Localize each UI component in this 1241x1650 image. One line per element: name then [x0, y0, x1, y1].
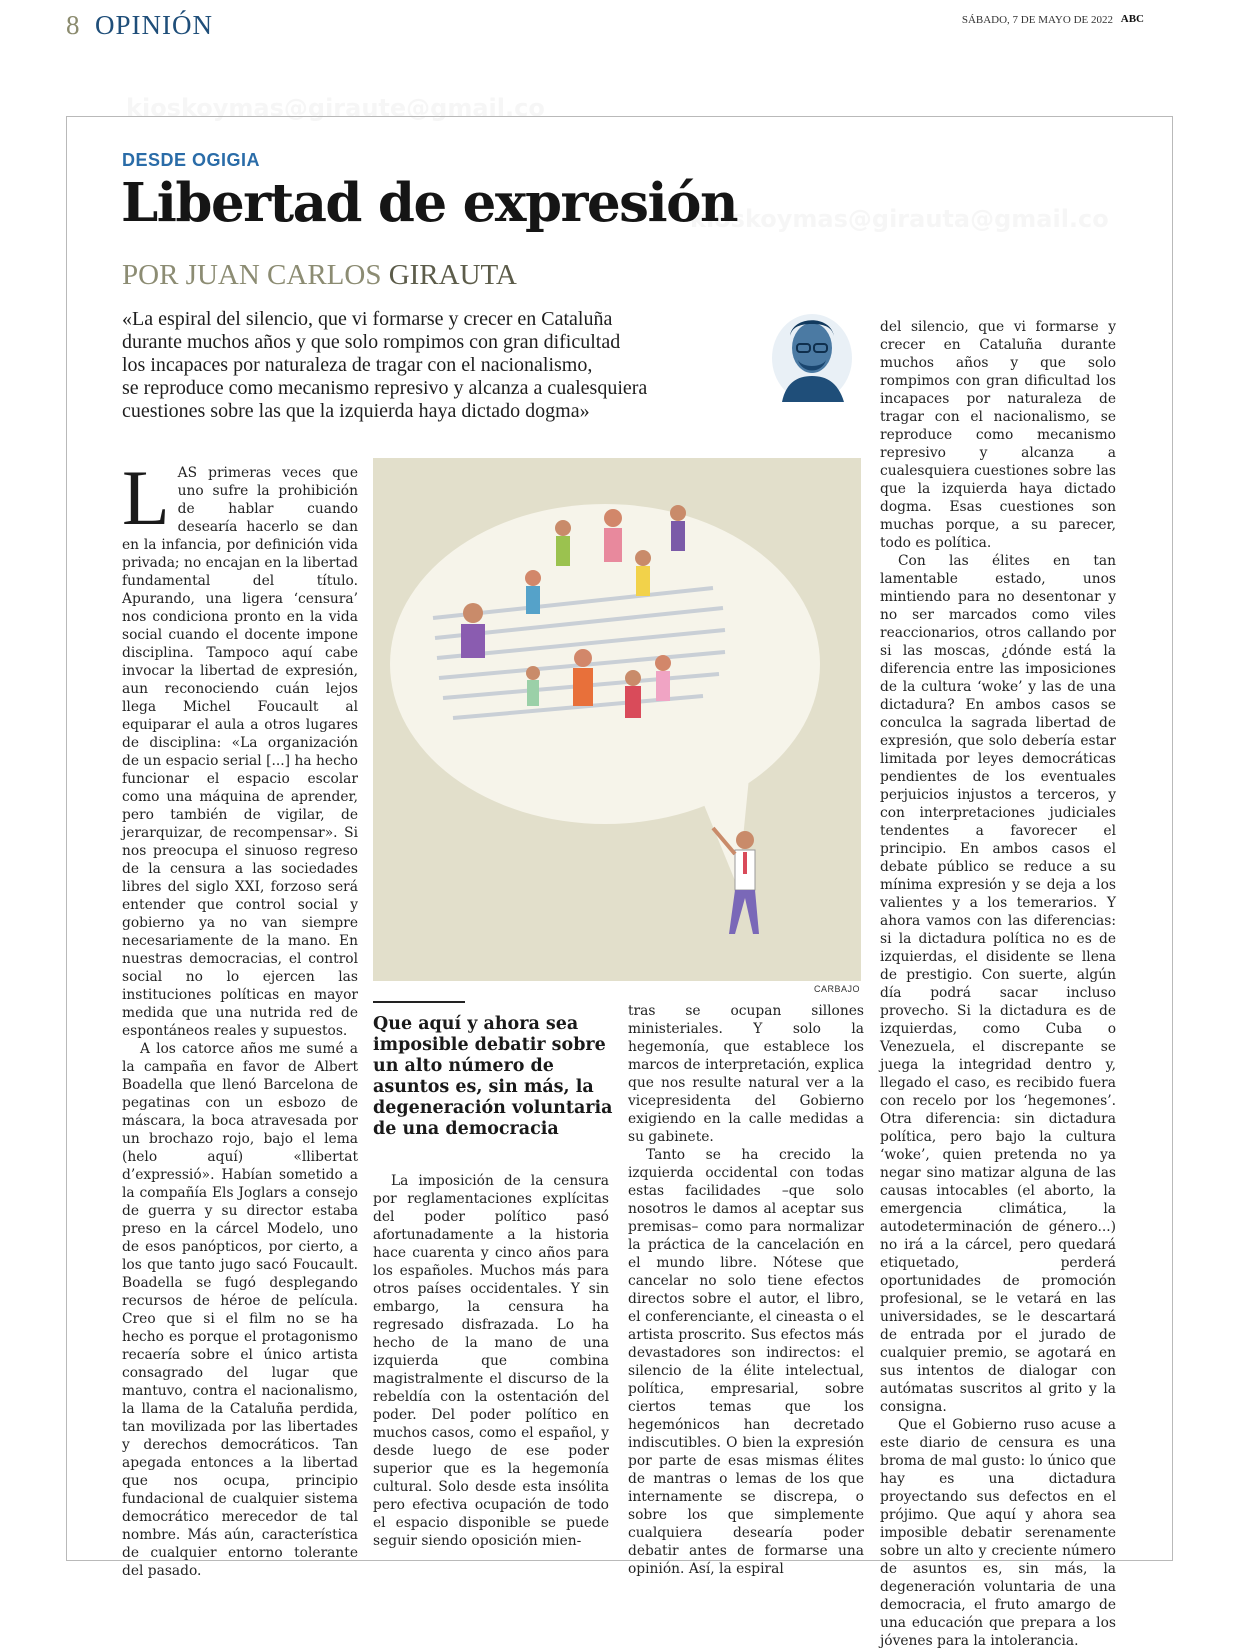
paragraph: del silencio, que vi formarse y crecer en Cataluña durante muchos años y que solo rompimos con gran dificultad los incapaces por naturaleza de tragar con el nacionalismo, se reproduce como mecanismo represivo y alcanza a cualesquiera cuestiones sobre las que la izquierda haya dictado dogma. Esas cuestiones son muchas porque, a su parecer, todo es política.: [880, 319, 1116, 551]
byline: [122, 259, 517, 292]
paragraph: Con las élites en tan lamentable estado, unos mintiendo para no desentonar y no ser marcados como viles reaccionarios, otros callando por si las moscas, ¿dónde está la diferencia entre las imposiciones de la cultura ‘woke’ y las de una dictadura? En ambos casos se conculca la sagrada libertad de expresión, que solo debería estar limitada por leyes democráticas pendientes de los eventuales perjuicios injustos a terceros, y con interpretaciones judiciales tendentes a favorecer el principio. En ambos casos el debate público se reduce a su mínima expresión y se deja a los valientes y a los temerarios. Y ahora vamos con las diferencias: si la dictadura política no es de izquierdas, el disidente se llena de prestigio. Con suerte, algún día podrá sacar incluso provecho. Si la dictadura es de izquierdas, como Cuba o Venezuela, el discrepante se juega la integridad dentro y, llegado el caso, es recibido fuera con recelo por los ‘hegemones’. Otra diferencia: sin dictadura política, pero bajo la cultura ‘woke’, quien pretenda no ya negar sino matizar alguna de las causas intocables (el aborto, la emergencia climática, la autodeterminación de género...) no irá a la cárcel, pero quedará etiquetado, perderá oportunidades de promoción profesional, se le vetará en las universidades, se le descartará de entrada por el jurado de cualquier premio, se agotará en sus intentos de dialogar con autómatas suscritos al grito y la consigna.: [880, 553, 1116, 1415]
dek-line: «La espiral del silencio, que vi formarse y crecer en Cataluña: [122, 308, 613, 330]
pull-quote: Que aquí y ahora sea imposible debatir sobre un alto número de asuntos es, sin más, la degeneración voluntaria de una democracia: [373, 1014, 613, 1139]
dek-line: los incapaces por naturaleza de tragar con el nacionalismo,: [122, 354, 593, 376]
paragraph: tras se ocupan sillones ministeriales. Y solo la hegemonía, que establece los marcos de interpretación, explica que nos resulte natural ver a la vicepresidenta del Gobierno exigiendo en la calle medidas a su gabinete.: [628, 1003, 864, 1145]
illustration-credit: CARBAJO: [814, 984, 861, 994]
dek-line: durante muchos años y que solo rompimos con gran dificultad: [122, 331, 621, 353]
dropcap: L: [122, 454, 170, 541]
watermark: kioskoymas@giraute@gmail.co: [126, 94, 545, 122]
paragraph: La imposición de la censura por reglamentaciones explícitas del poder político pasó afortunadamente a la historia hace cuarenta y cinco años para los españoles. Muchos más para otros países occidentales. Y sin embargo, la censura ha regresado disfrazada. Lo ha hecho de la mano de una izquierda que combina magistralmente el discurso de la rebeldía con la ostentación del poder. Del poder político en muchos casos, como el español, y desde luego de ese poder superior que es la hegemonía cultural. Solo desde esta insólita pero efectiva ocupación de todo el espacio disponible se puede seguir siendo oposición mien-: [373, 1173, 609, 1549]
article-column-1: [122, 454, 358, 1579]
dek-line: cuestiones sobre las que la izquierda haya dictado dogma»: [122, 400, 590, 422]
article-column-4: [880, 318, 1116, 1649]
page-number: 8: [66, 10, 80, 40]
pull-quote-rule: [373, 1001, 465, 1003]
paragraph: A los catorce años me sumé a la campaña en favor de Albert Boadella que llenó Barcelona de pegatinas con un esbozo de máscara, la boca atravesada por un brochazo rojo, bajo el lema (helo aquí) «llibertat d’expressió». Habían sometido a la compañía Els Joglars a consejo de guerra y su director estaba preso en la cárcel Modelo, uno de esos panópticos, por cierto, a los que tanto jugo sacó Foucault. Boadella se fugó desplegando recursos de héroe de película. Creo que si el film no se ha hecho es porque el protagonismo recaería sobre el único artista consagrado del lugar que mantuvo, contra el nacionalismo, la llama de la Cataluña perdida, tan movilizada por las libertades y derechos democráticos. Tan apegada entonces a la libertad que nos ocupa, principio fundacional de cualquier sistema democrático merecedor de tal nombre. Más aún, característica de cualquier entorno tolerante del pasado.: [122, 1041, 358, 1579]
article-column-2: [373, 1172, 609, 1549]
dek-line: se reproduce como mecanismo represivo y alcanza a cualesquiera: [122, 377, 648, 399]
paragraph: Tanto se ha crecido la izquierda occidental con todas estas facilidades –que solo nosotros le damos al aceptar sus premisas– como para normalizar la práctica de la cancelación en el mundo libre. Nótese que cancelar no solo tiene efectos directos sobre el autor, el libro, el conferenciante, el cineasta o el artista proscrito. Sus efectos más devastadores son indirectos: el silencio de la élite intelectual, política, empresarial, sobre ciertos temas que los hegemónicos han decretado indiscutibles. O bien la expresión por parte de esas mismas élites de mantras o lemas de los que internamente se discrepa, o sobre los que simplemente cualquiera desearía poder debatir antes de formarse una opinión. Así, la espiral: [628, 1147, 864, 1577]
section-title: OPINIÓN: [95, 10, 213, 40]
byline-surname: GIRAUTA: [388, 259, 517, 291]
paragraph: Que el Gobierno ruso acuse a este diario de censura es una broma de mal gusto: lo único que hay es una dictadura proyectando sus defectos en el prójimo. Que aquí y ahora sea imposible debatir serenamente sobre un alto y creciente número de asuntos es, sin más, la degeneración voluntaria de una democracia, el fruto amargo de una educación que prepara a los jóvenes para la intolerancia.: [880, 1417, 1116, 1649]
column-kicker: DESDE OGIGIA: [122, 150, 261, 170]
paragraph: AS primeras veces que uno sufre la prohibición de hablar cuando desearía hacerlo se dan en la infancia, por definición vida privada; no encajan en la libertad fundamental del título. Apurando, una ligera ‘censura’ nos condiciona pronto en la vida social cuando el docente impone disciplina. Tampoco aquí cabe invocar la libertad de expresión, aun reconociendo cuán lejos llega Michel Foucault al equiparar el aula a otros lugares de disciplina: «La organización de un espacio serial [...] ha hecho funcionar el espacio escolar como una máquina de aprender, pero también de vigilar, de jerarquizar, de recompensar». Si nos preocupa el sinuoso regreso de la censura a las sociedades libres del siglo XXI, forzoso será entender que control social y gobierno ya no van siempre necesariamente de la mano. En nuestras democracias, el control social no lo ejercen las instituciones políticas en mayor medida que una nutrida red de espontáneos reales y supuestos.: [122, 465, 358, 1039]
speech-bubble-illustration: [373, 458, 861, 981]
article-dek: [122, 308, 732, 423]
issue-date: SÁBADO, 7 DE MAYO DE 2022: [961, 14, 1113, 26]
watermark: kioskoymas@girauta@gmail.co: [690, 205, 1109, 233]
article-headline: Libertad de expresión: [121, 172, 738, 234]
newspaper-brand: ABC: [1120, 13, 1144, 25]
byline-prefix: POR JUAN CARLOS: [122, 259, 382, 291]
article-column-3: [628, 1002, 864, 1577]
author-portrait-icon: [766, 306, 856, 408]
